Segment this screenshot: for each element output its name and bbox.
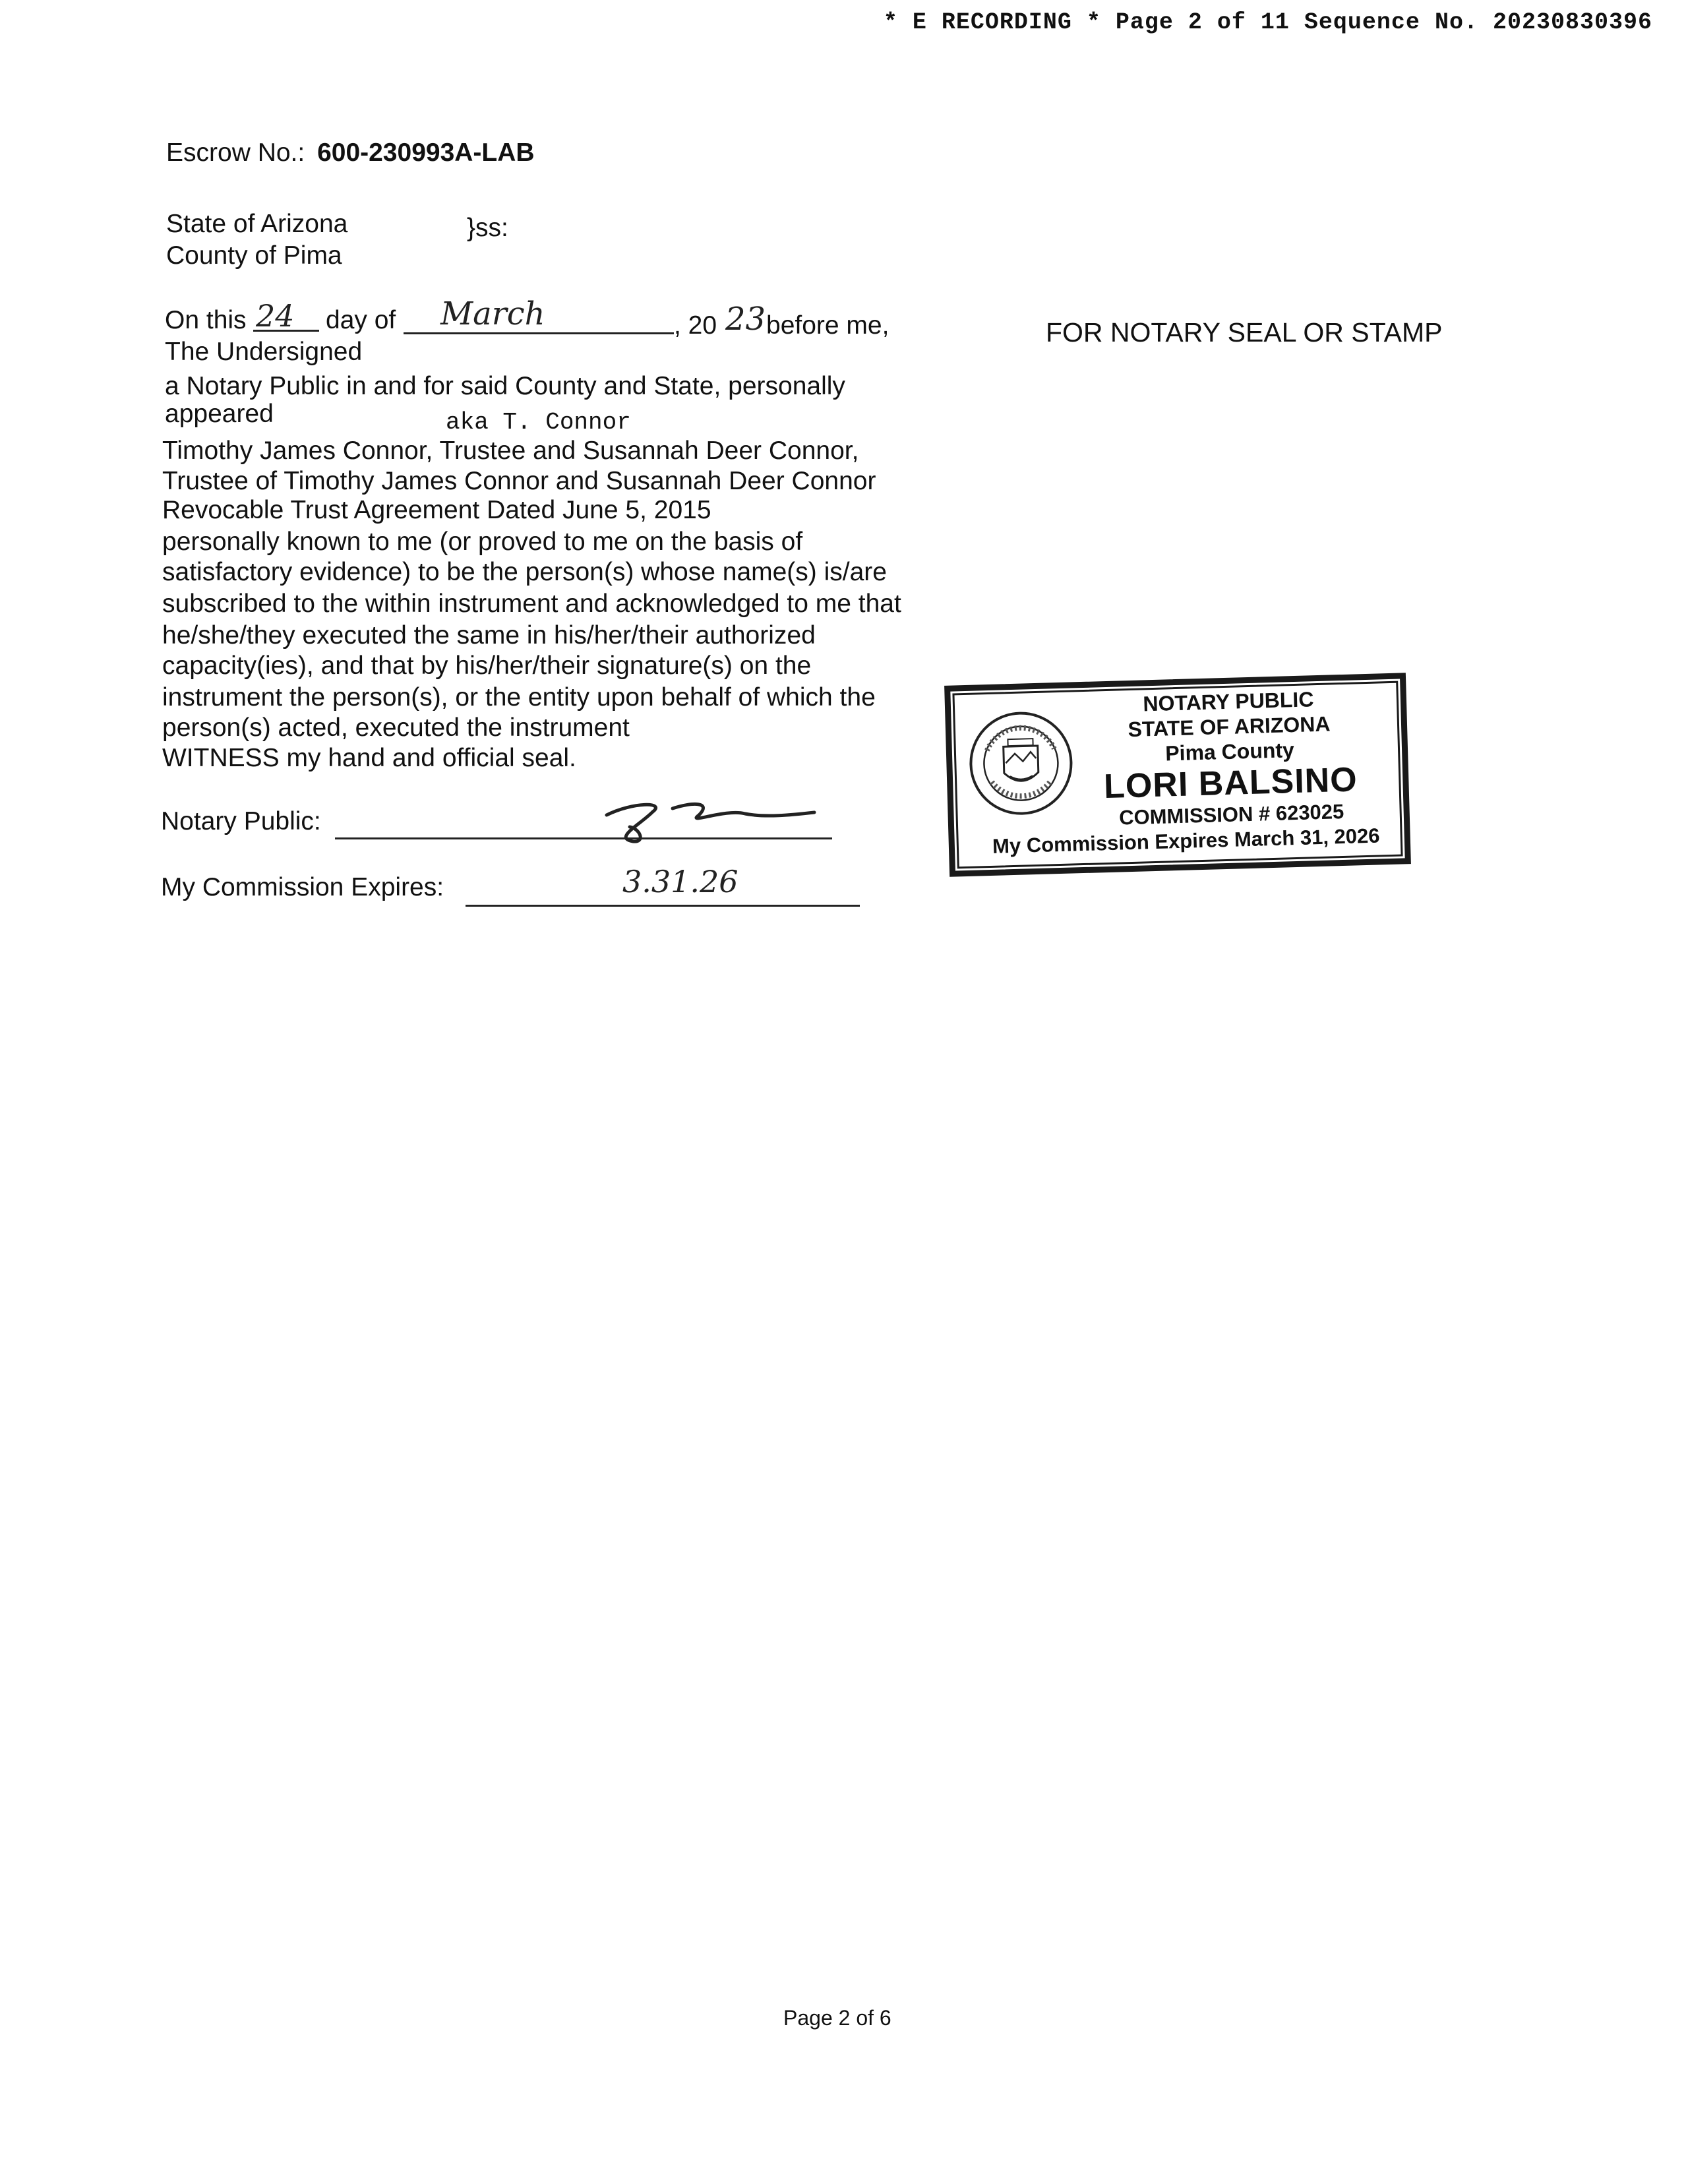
escrow-line (166, 140, 535, 166)
ack-line-7: he/she/they executed the same in his/her/their authorized (162, 621, 816, 650)
venue-state: State of Arizona (166, 210, 348, 238)
ack-line-6: subscribed to the within instrument and acknowledged to me that (162, 590, 901, 618)
ack-line-5: satisfactory evidence) to be the person(s) whose name(s) is/are (162, 558, 887, 586)
ack-line-10: person(s) acted, executed the instrument (162, 713, 630, 742)
notary-public-line: a Notary Public in and for said County and State, personally (165, 372, 845, 400)
ack-line-3: Revocable Trust Agreement Dated June 5, 2015 (162, 496, 711, 524)
month-underline (404, 332, 674, 334)
escrow-number: 600-230993A-LAB (317, 138, 535, 167)
notary-signature (593, 789, 824, 848)
aka-name: aka T. Connor (446, 409, 631, 436)
undersigned-line: The Undersigned (165, 338, 363, 366)
appeared-label: appeared (165, 400, 274, 428)
day-of-label: day of (326, 306, 396, 334)
ack-line-1: Timothy James Connor, Trustee and Susannah Deer Connor, (162, 437, 859, 465)
venue-ss: }ss: (467, 214, 508, 242)
ack-line-2: Trustee of Timothy James Connor and Susannah Deer Connor (162, 467, 876, 495)
stamp-county: Pima County (1164, 738, 1295, 766)
ack-line-9: instrument the person(s), or the entity upon behalf of which the (162, 683, 876, 712)
venue-county: County of Pima (166, 241, 342, 270)
stamp-expires: My Commission Expires March 31, 2026 (992, 824, 1380, 858)
stamp-notary-public: NOTARY PUBLIC (1142, 687, 1314, 716)
year-value: 23 (725, 301, 766, 338)
stamp-state: STATE OF ARIZONA (1128, 712, 1331, 742)
ack-line-8: capacity(ies), and that by his/her/their signature(s) on the (162, 652, 812, 680)
notary-stamp (944, 673, 1411, 876)
expires-underline (466, 905, 860, 907)
notary-public-label: Notary Public: (161, 807, 321, 835)
before-me: before me, (766, 311, 889, 340)
arizona-seal-icon (966, 708, 1075, 818)
stamp-commission: COMMISSION # 623025 (1118, 799, 1344, 830)
stamp-notary-name: LORI BALSINO (1103, 760, 1358, 806)
on-this-label: On this (165, 306, 247, 334)
commission-expires-label: My Commission Expires: (161, 873, 444, 901)
ack-line-4: personally known to me (or proved to me on the basis of (162, 528, 803, 556)
escrow-label: Escrow No.: (166, 138, 305, 167)
day-underline (253, 330, 319, 332)
year-prefix: , 20 (674, 311, 717, 340)
month-value: March (440, 295, 545, 332)
expires-value: 3.31.26 (622, 864, 738, 899)
witness-line: WITNESS my hand and official seal. (162, 744, 576, 772)
recording-header: * E RECORDING * Page 2 of 11 Sequence No. 20230830396 (883, 9, 1652, 36)
day-value: 24 (256, 298, 295, 334)
page-footer: Page 2 of 6 (783, 2006, 891, 2030)
seal-stamp-label: FOR NOTARY SEAL OR STAMP (1046, 317, 1443, 348)
